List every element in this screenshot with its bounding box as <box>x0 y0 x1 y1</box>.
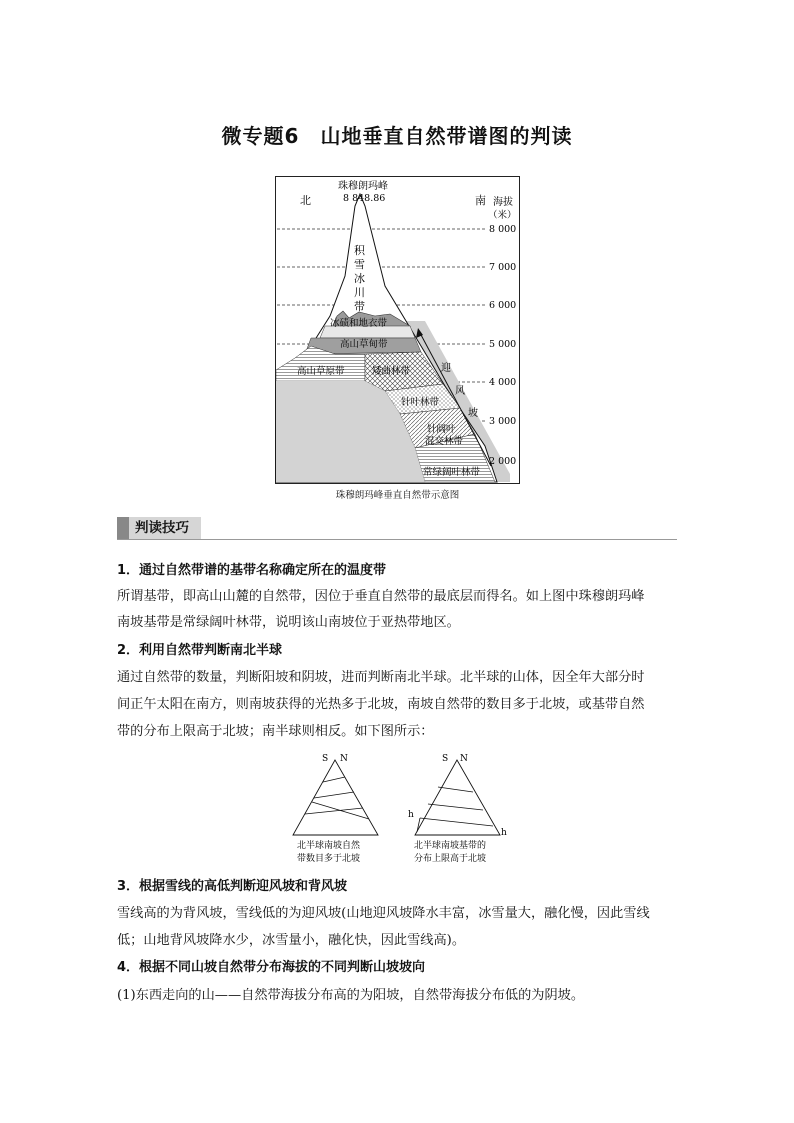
peak-height: 8 848.86 <box>343 193 386 204</box>
tick-6000: 6 000 <box>489 300 517 311</box>
item3-heading: 3．根据雪线的高低判断迎风坡和背风坡 <box>117 879 348 894</box>
zone-conifer: 针叶林带 <box>401 397 440 408</box>
section-divider <box>117 539 677 540</box>
fig2-right-h-right: h <box>501 828 507 838</box>
tick-3000: 3 000 <box>489 416 517 427</box>
tick-8000: 8 000 <box>489 224 517 235</box>
item3-line2: 低；山地背风坡降水少，冰雪量小，融化快，因此雪线高)。 <box>117 933 466 948</box>
zone-snow-3: 冰 <box>354 272 365 285</box>
item2-heading: 2．利用自然带判断南北半球 <box>117 643 283 658</box>
item4-heading: 4．根据不同山坡自然带分布海拔的不同判断山坡坡向 <box>117 960 426 975</box>
tick-4000: 4 000 <box>489 377 517 388</box>
tick-5000: 5 000 <box>489 339 517 350</box>
fig2-right-cap2: 分布上限高于北坡 <box>414 854 487 864</box>
section-tag <box>117 517 201 539</box>
label-north: 北 <box>300 194 311 207</box>
item4-line1: (1)东西走向的山——自然带海拔分布高的为阳坡，自然带海拔分布低的为阴坡。 <box>117 988 585 1003</box>
zone-mixed-2: 混交林带 <box>425 436 464 447</box>
item2-line1: 通过自然带的数量，判断阳坡和阴坡，进而判断南北半球。北半球的山体，因全年大部分时 <box>117 670 645 685</box>
fig2-right-h-left: h <box>408 810 414 820</box>
fig2-right-s: S <box>442 754 449 764</box>
zone-snow-2: 雪 <box>354 258 365 271</box>
fig2-left-n: N <box>340 754 348 764</box>
fig2-right-cap1: 北半球南坡基带的 <box>414 841 487 851</box>
item1-heading: 1．通过自然带谱的基带名称确定所在的温度带 <box>117 563 387 578</box>
fig2-right-n: N <box>460 754 468 764</box>
item2-line2: 间正午太阳在南方，则南坡获得的光热多于北坡，南坡自然带的数目多于北坡，或基带自然 <box>117 697 645 712</box>
figure1-caption: 珠穆朗玛峰垂直自然带示意图 <box>335 490 460 501</box>
everest-zonation-figure <box>275 176 520 484</box>
hemisphere-slope-figure <box>290 752 520 867</box>
windward-3: 坡 <box>468 408 478 419</box>
altitude-title: 海拔 <box>493 197 513 208</box>
label-south: 南 <box>475 194 486 207</box>
zone-snow-5: 带 <box>354 300 365 313</box>
tick-7000: 7 000 <box>489 262 517 273</box>
item1-line2: 南坡基带是常绿阔叶林带，说明该山南坡位于亚热带地区。 <box>117 615 460 630</box>
windward-2: 风 <box>455 386 465 397</box>
fig2-left-s: S <box>322 754 329 764</box>
item1-line1: 所谓基带，即高山山麓的自然带，因位于垂直自然带的最底层而得名。如上图中珠穆朗玛峰 <box>117 589 645 604</box>
zone-alpine-steppe: 高山草原带 <box>297 366 345 377</box>
zone-krummholz: 矮曲林带 <box>372 366 411 377</box>
zone-snow-1: 积 <box>354 244 365 257</box>
section-tag-bar <box>117 517 129 539</box>
altitude-unit: （米） <box>488 210 517 221</box>
zone-snow-4: 川 <box>354 286 365 299</box>
item3-line1: 雪线高的为背风坡，雪线低的为迎风坡(山地迎风坡降水丰富，冰雪量大，融化慢，因此雪线 <box>117 906 650 921</box>
tick-2000: 2 000 <box>489 456 517 467</box>
zone-alpine-meadow: 高山草甸带 <box>340 339 388 350</box>
peak-name: 珠穆朗玛峰 <box>338 181 388 192</box>
zone-moraine: 冰碛和地衣带 <box>330 318 388 329</box>
fig2-left-cap2: 带数目多于北坡 <box>297 854 361 864</box>
windward-1: 迎 <box>441 363 451 374</box>
zone-evergreen: 常绿阔叶林带 <box>423 467 481 478</box>
item2-line3: 带的分布上限高于北坡；南半球则相反。如下图所示： <box>117 724 434 739</box>
fig2-left-cap1: 北半球南坡自然 <box>297 841 361 851</box>
zone-mixed-1: 针阔叶 <box>427 424 456 435</box>
section-label: 判读技巧 <box>129 517 201 539</box>
page-title: 微专题6 山地垂直自然带谱图的判读 <box>221 124 573 148</box>
